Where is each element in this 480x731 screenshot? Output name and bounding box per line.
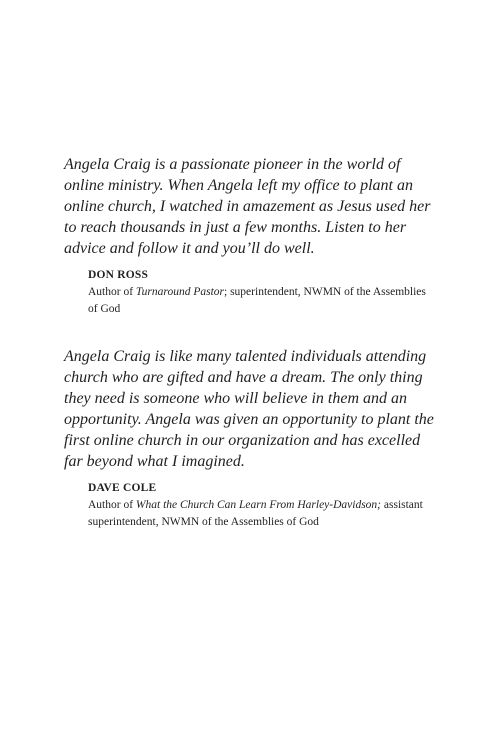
endorser-name: DON ROSS [88, 269, 149, 281]
role-prefix: Author of [88, 499, 136, 511]
endorsement-don-ross [64, 154, 434, 318]
endorsement-dave-cole [64, 346, 434, 531]
endorser-role [88, 497, 434, 531]
endorsement-quote: Angela Craig is a passionate pioneer in the world of online ministry. When Angela left my office to plant an online church, I watched in amazement as Jesus used her to reach thousands in just a few months. Listen to her advice and follow it and you’ll do well. [64, 156, 431, 257]
role-suffix: assistant superintendent, NWMN of the Assemblies of God [88, 499, 423, 528]
endorsement-quote: Angela Craig is like many talented individuals attending church who are gifted and have a dream. The only thing they need is someone who will believe in them and an opportunity. Angela was given an opportunity to plant the first online church in our organization and has excelled far beyond what I imagined. [64, 348, 434, 470]
role-prefix: Author of [88, 286, 136, 298]
role-suffix: ; superintendent, NWMN of the Assemblies of God [88, 286, 426, 315]
endorsement-attribution [64, 480, 434, 531]
endorser-name: DAVE COLE [88, 482, 157, 494]
endorsement-attribution [64, 267, 434, 318]
endorser-role [88, 284, 434, 318]
book-title: What the Church Can Learn From Harley-Davidson; [135, 499, 382, 511]
book-title: Turnaround Pastor [135, 286, 225, 298]
